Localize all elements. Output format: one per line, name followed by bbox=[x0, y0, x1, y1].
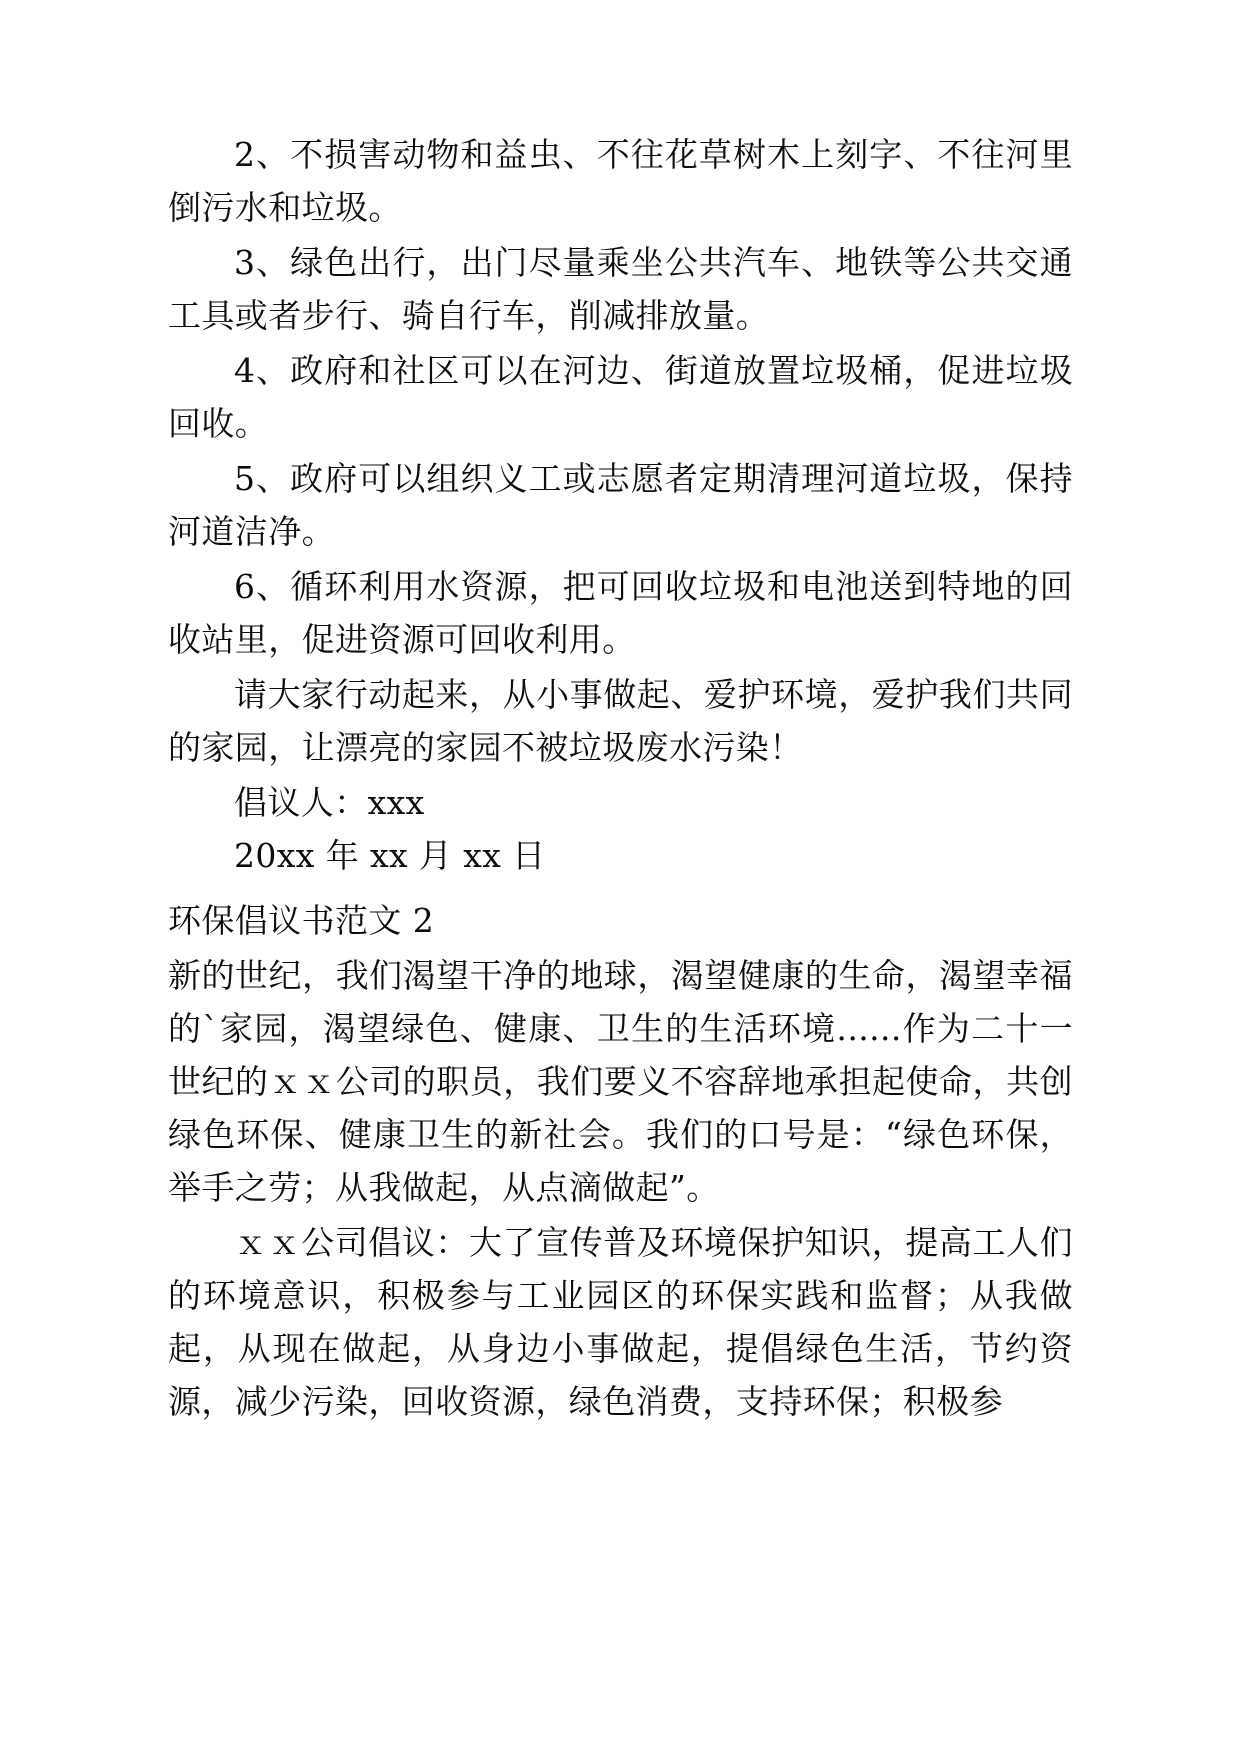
paragraph-item-2: 2、不损害动物和益虫、不往花草树木上刻字、不往河里倒污水和垃圾。 bbox=[168, 135, 1073, 227]
section-heading-two: 环保倡议书范文 2 bbox=[168, 901, 435, 940]
section-two-paragraph-2: ｘｘ公司倡议：大了宣传普及环境保护知识，提高工人们的环境意识，积极参与工业园区的环保实践和监督；从我做起，从现在做起，从身边小事做起，提倡绿色生活，节约资源，减少污染，回收资源，绿色消费，支持环保；积极参 bbox=[168, 1223, 1073, 1421]
section-two-paragraph-1: 新的世纪，我们渴望干净的地球，渴望健康的生命，渴望幸福的`家园，渴望绿色、健康、卫生的生活环境......作为二十一世纪的ｘｘ公司的职员，我们要义不容辞地承担起使命，共创绿色环保、健康卫生的新社会。我们的口号是：“绿色环保，举手之劳；从我做起，从点滴做起”。 bbox=[168, 956, 1073, 1207]
paragraph-item-4: 4、政府和社区可以在河边、街道放置垃圾桶，促进垃圾回收。 bbox=[168, 351, 1073, 443]
paragraph-item-3: 3、绿色出行，出门尽量乘坐公共汽车、地铁等公共交通工具或者步行、骑自行车，削减排放量。 bbox=[168, 243, 1073, 335]
paragraph-call-to-action: 请大家行动起来，从小事做起、爱护环境，爱护我们共同的家园，让漂亮的家园不被垃圾废水污染！ bbox=[168, 675, 1073, 767]
paragraph-item-5: 5、政府可以组织义工或志愿者定期清理河道垃圾，保持河道洁净。 bbox=[168, 459, 1073, 551]
document-content bbox=[168, 128, 1073, 1430]
signature-date: 20xx 年 xx 月 xx 日 bbox=[234, 836, 546, 875]
signature-proposer: 倡议人：xxx bbox=[234, 783, 425, 822]
paragraph-item-6: 6、循环利用水资源，把可回收垃圾和电池送到特地的回收站里，促进资源可回收利用。 bbox=[168, 567, 1073, 659]
